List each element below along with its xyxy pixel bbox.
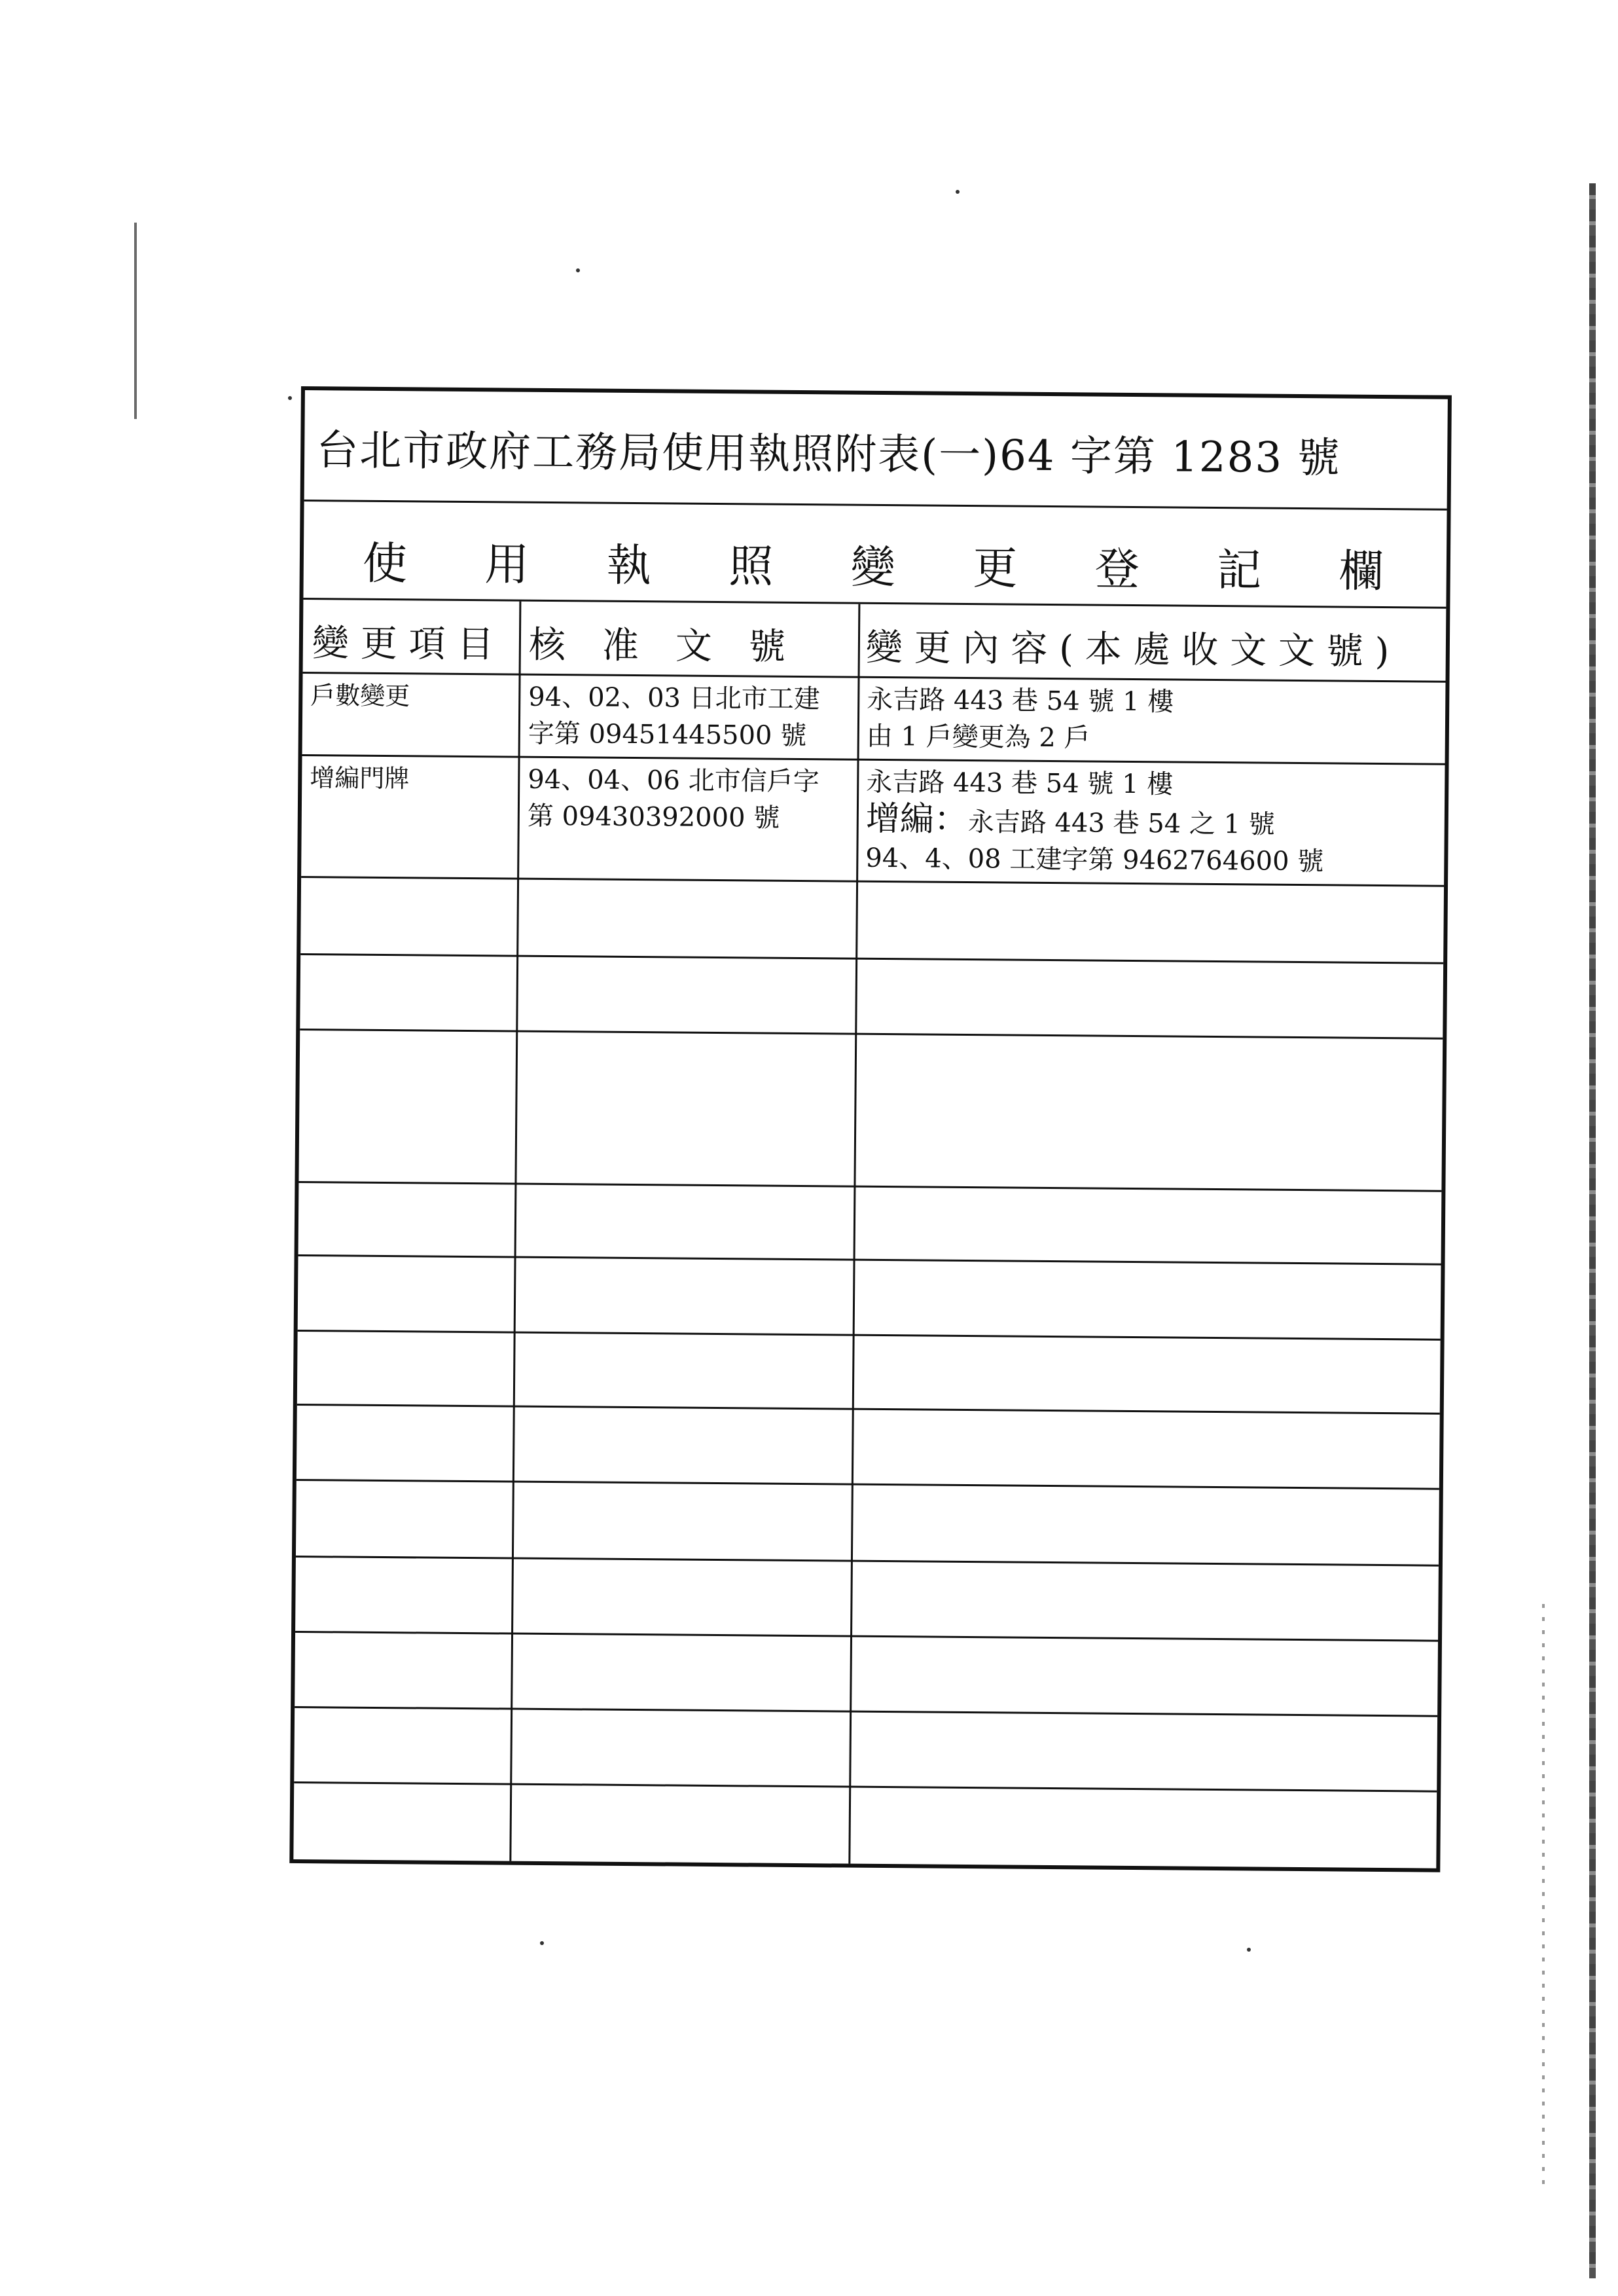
row2-item: 增編門牌 <box>310 763 410 793</box>
row-divider <box>295 1706 1437 1717</box>
row-divider <box>298 1254 1441 1266</box>
scan-speck <box>288 396 292 400</box>
row-divider <box>298 1181 1441 1192</box>
row1-approval-line1: 94、02、03 日北市工建 <box>528 682 820 715</box>
row-divider <box>300 1029 1443 1040</box>
row-divider <box>294 1781 1437 1793</box>
header-item: 變 更 項 目 <box>312 622 494 666</box>
scan-edge-mark <box>1589 183 1596 2278</box>
section-heading-char: 執 <box>606 539 652 592</box>
section-heading-char: 使 <box>362 538 408 591</box>
title-row <box>304 390 1448 511</box>
row2-content-address: 永吉路 443 巷 54 之 1 號 <box>967 807 1275 840</box>
section-heading-row <box>303 501 1447 609</box>
scan-speck <box>540 1941 544 1945</box>
scan-speck <box>576 268 580 272</box>
row1-item: 戶數變更 <box>310 681 410 711</box>
section-heading-char: 變 <box>850 541 896 594</box>
row2-content-label: 增編： <box>865 799 969 840</box>
row2-content-line2 <box>866 801 1275 843</box>
row-divider <box>297 1404 1440 1415</box>
section-heading-char: 用 <box>484 539 530 591</box>
scan-edge-mark <box>134 223 137 419</box>
row2-approval-line1: 94、04、06 北市信戶字 <box>528 764 819 797</box>
row-divider <box>298 1330 1441 1341</box>
row-divider <box>296 1556 1439 1567</box>
scan-speck <box>956 190 960 194</box>
row2-content-line3: 94、4、08 工建字第 9462764600 號 <box>865 843 1324 877</box>
row1-content-line2: 由 1 戶變更為 2 戶 <box>866 721 1090 754</box>
section-heading-char: 登 <box>1094 543 1140 596</box>
row1-approval-line2: 字第 09451445500 號 <box>528 718 807 752</box>
column-divider <box>848 604 860 1864</box>
header-approval: 核 准 文 號 <box>528 623 786 668</box>
change-record-table <box>293 600 1446 1868</box>
row2-approval-line2: 第 09430392000 號 <box>527 801 780 833</box>
section-heading <box>363 528 1384 600</box>
license-appendix-form <box>289 386 1452 1872</box>
document-title: 台北市政府工務局使用執照附表(一)64 字第 1283 號 <box>315 426 1341 483</box>
section-heading-char: 欄 <box>1339 545 1384 598</box>
section-heading-char: 更 <box>972 543 1018 595</box>
row1-content-line1: 永吉路 443 巷 54 號 1 樓 <box>867 684 1174 718</box>
row2-content-line1: 永吉路 443 巷 54 號 1 樓 <box>866 767 1174 800</box>
section-heading-char: 記 <box>1216 544 1262 597</box>
row-divider <box>297 1479 1439 1490</box>
column-divider <box>509 602 521 1861</box>
scan-speck <box>1247 1948 1251 1952</box>
section-heading-char: 照 <box>728 541 774 593</box>
scan-edge-mark <box>1542 1604 1545 2193</box>
row-divider <box>300 953 1443 964</box>
row-divider <box>295 1631 1438 1642</box>
header-content: 變 更 內 容 ( 本 處 收 文 文 號 ) <box>865 626 1390 674</box>
